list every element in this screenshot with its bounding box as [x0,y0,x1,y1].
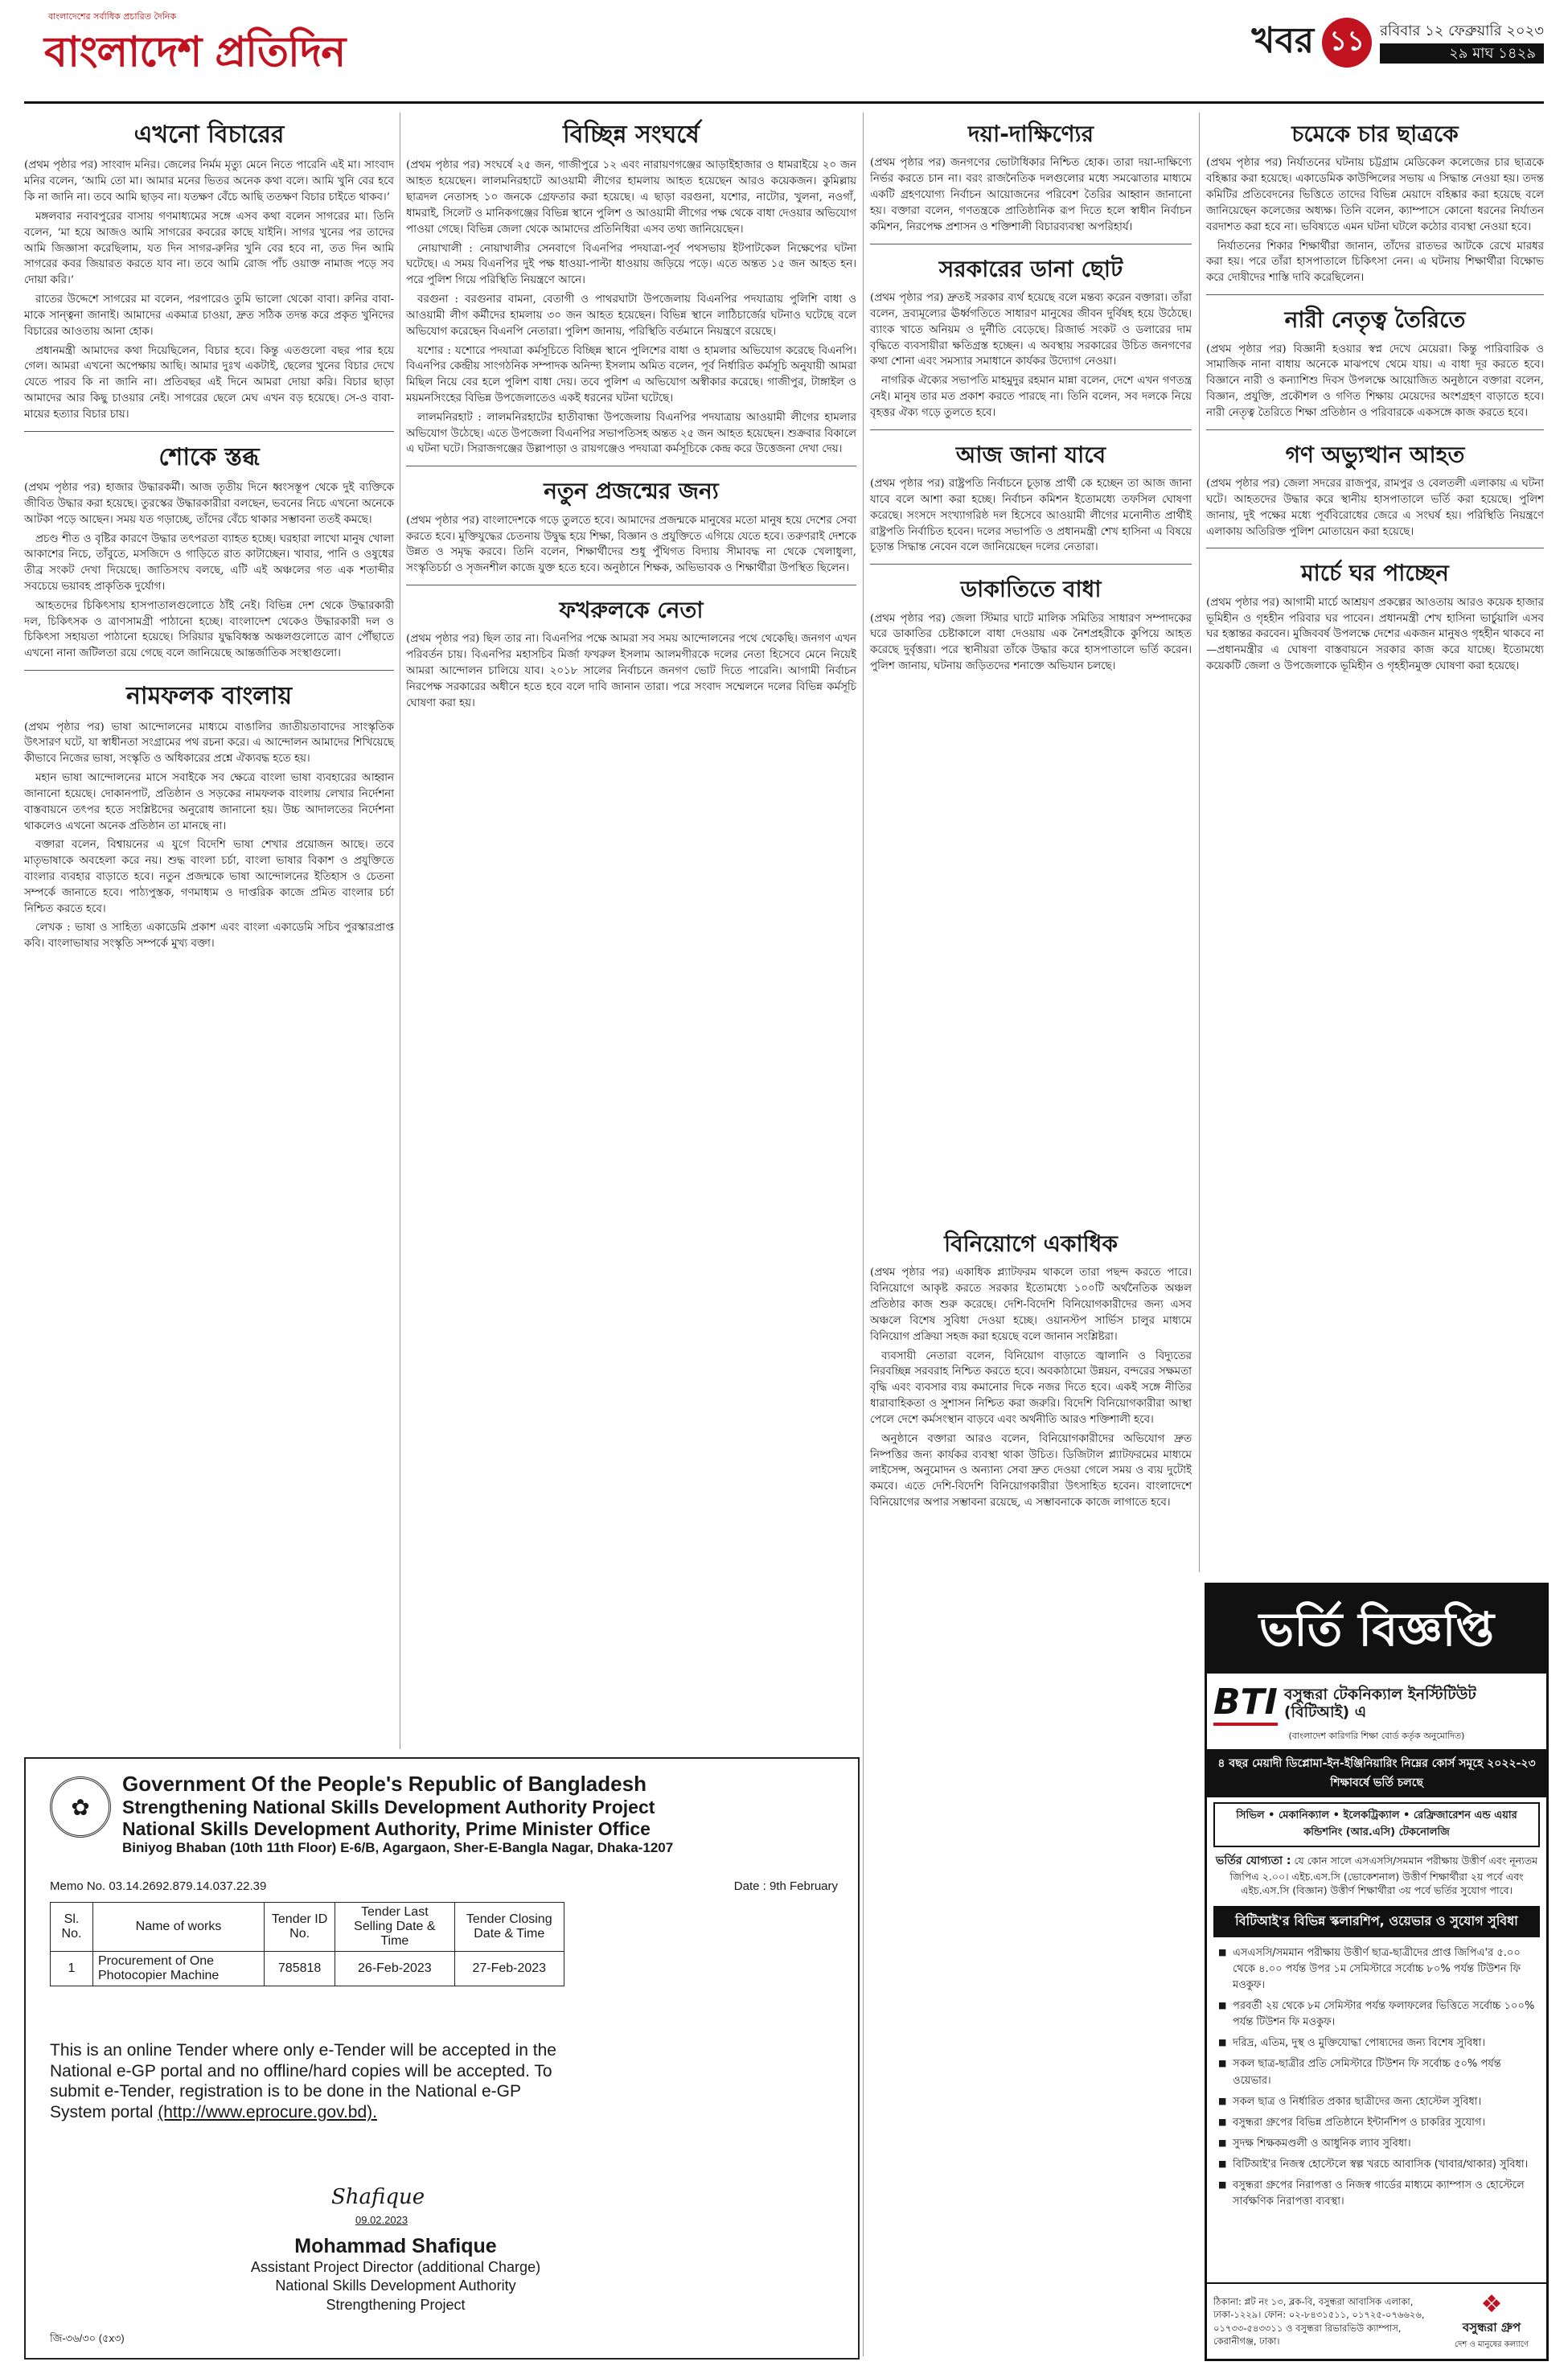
td-work: Procurement of One Photocopier Machine [93,1952,265,1986]
article-paragraph: বরগুনা : বরগুনার বামনা, বেতাগী ও পাথরঘাটা উপজেলায় বিএনপির পদযাত্রায় পুলিশি বাধা ও আওয়ামী লীগ কর্মীদের হামলায় ৩০ জন আহত হয়েছেন। বিভিন্ন স্থানে লাঠিচার্জের ঘটনাও ঘটেছে বলে অভিযোগ করেছেন বিএনপি নেতারা। পুলিশ জানায়, পরিস্থিতি বর্তমানে নিয়ন্ত্রণে রয়েছে। [406,294,856,338]
article-paragraph: (প্রথম পৃষ্ঠার পর) দ্রুতই সরকার ব্যর্থ হয়েছে বলে মন্তব্য করেন বক্তারা। তাঁরা বলেন, দ্রব্যমূল্যের ঊর্ধ্বগতিতে সাধারণ মানুষের জীবন দুর্বিষহ হয়ে উঠেছে। ব্যাংক খাতে অনিয়ম ও দুর্নীতি বেড়েছে। রিজার্ভ সংকট ও ডলারের দাম বৃদ্ধিতে ব্যবসায়ীরা ক্ষতিগ্রস্ত হচ্ছেন। এ অবস্থায় সরকারের উচিত জনগণের কথা শোনা এবং সমস্যার সমাধানে কার্যকর উদ্যোগ নেওয়া। [870,292,1192,368]
article-paragraph: প্রধানমন্ত্রী আমাদের কথা দিয়েছিলেন, বিচার হবে। কিন্তু এতগুলো বছর পার হয়ে গেল। আমরা এখনো অপেক্ষায় আছি। আমার দুঃখ একটাই, ছেলের খুনের বিচার দেখে যেতে পারব কি না জানি না। প্রতিবছর এই দিনে আমরা দোয়া করি। বিচার ছাড়া আমাদের আর কিছু চাওয়ার নেই। সাগরের ছেলে মেঘ এখন বড় হয়েছে। সে-ও বাবা-মায়ের হত্যার বিচার চায়। [24,344,394,421]
date-gregorian: রবিবার ১২ ফেব্রুয়ারি ২০২৩ [1380,22,1544,39]
headline-fakhrulke-neta[interactable]: ফখরুলকে নেতা [559,597,704,624]
headline-sorkarer-dana-chhoto[interactable]: সরকারের ডানা ছোট [938,255,1123,282]
masthead-tagline: বাংলাদেশের সর্বাধিক প্রচারিত দৈনিক [48,11,177,22]
headline-notun-projonmer[interactable]: নতুন প্রজন্মের জন্য [544,478,719,505]
article-paragraph: নাগরিক ঐক্যের সভাপতি মাহমুদুর রহমান মান্না বলেন, দেশে এখন গণতন্ত্র নেই। মানুষ তার মত প্রকাশ করতে পারছে না। তিনি বলেন, সব দলকে নিয়ে বৃহত্তর ঐক্য গড়ে তুলতে হবে। [870,375,1192,419]
group-name: বসুন্ধরা গ্রুপ [1462,2320,1521,2335]
article-paragraph: বক্তারা বলেন, বিশ্বায়নের এ যুগে বিদেশি ভাষা শেখার প্রয়োজন আছে। তবে মাতৃভাষাকে অবহেলা করে নয়। শুদ্ধ বাংলা চর্চা, বাংলা ভাষার বিকাশ ও প্রযুক্তিতে বাংলার ব্যবহার বাড়াতে হবে। নতুন প্রজন্মকে ভাষা আন্দোলনের ইতিহাস ও চেতনা সম্পর্কে জানাতে হবে। পাঠ্যপুস্তক, গণমাধ্যম ও দাপ্তরিক কাজে প্রমিত বাংলার চর্চা নিশ্চিত করতে হবে। [24,839,394,915]
signature: Shafique [331,2185,425,2209]
headline-bichhinno-songhorshe[interactable]: বিচ্ছিন্ন সংঘর্ষে [563,121,700,149]
institute-row [1207,1674,1546,1729]
table-row [51,1952,564,1986]
article-paragraph: (প্রথম পৃষ্ঠার পর) জনগণের ভোটাধিকার নিশ্চিত হোক। তারা দয়া-দাক্ষিণ্যে নির্ভর করতে চান না। বরং রাজনৈতিক দলগুলোর মধ্যে সমঝোতার মাধ্যমে একটি গ্রহণযোগ্য নির্বাচন আয়োজনের পরিবেশ তৈরির আহ্বান জানানো হয়। বক্তারা বলেন, গণতন্ত্রকে প্রাতিষ্ঠানিক রূপ দিতে হলে স্বাধীন নির্বাচন কমিশন, নিরপেক্ষ প্রশাসন ও শক্তিশালী বিচারব্যবস্থা অপরিহার্য। [870,157,1192,233]
section-name: খবর [1251,19,1315,61]
article-paragraph: নোয়াখালী : নোয়াখালীর সেনবাগে বিএনপির পদযাত্রা-পূর্ব পথসভায় ইটপাটকেল নিক্ষেপের ঘটনা ঘটেছে। এ সময় বিএনপির দুই পক্ষ ধাওয়া-পাল্টা ধাওয়ায় জড়িয়ে পড়ে। এতে অন্তত ১৫ জন আহত হন। পরে পুলিশ গিয়ে পরিস্থিতি নিয়ন্ত্রণে আনে। [406,242,856,287]
admission-title: ভর্তি বিজ্ঞপ্তি [1207,1585,1546,1674]
date-bengali: ২৯ মাঘ ১৪২৯ [1380,43,1544,64]
td-sl: 1 [51,1952,93,1986]
tender-notice-ad [24,1757,860,2360]
group-slogan: দেশ ও মানুষের কল্যাণে [1455,2340,1529,2349]
facilities-list [1207,1942,1546,2211]
th-selling: Tender Last Selling Date & Time [335,1903,454,1952]
list-item: ■ বসুন্ধরা গ্রুপের বিভিন্ন প্রতিষ্ঠানে ইন্টার্নশিপ ও চাকরির সুযোগ। [1218,2115,1535,2131]
list-item: ■ বিটিআই'র নিজস্ব হোস্টেলে স্বল্প খরচে আবাসিক (খাবার/থাকার) সুবিধা। [1218,2157,1535,2173]
course-tracks: সিভিল • মেকানিক্যাল • ইলেকট্রিক্যাল • রেফ্রিজারেশন এন্ড এয়ার কন্ডিশনিং (আর.এসি) টেকনোলজি [1213,1802,1540,1847]
th-closing: Tender Closing Date & Time [454,1903,564,1952]
bti-logo: BTI [1213,1682,1278,1726]
article-paragraph: প্রচণ্ড শীত ও বৃষ্টির কারণে উদ্ধার তৎপরতা ব্যাহত হচ্ছে। ঘরহারা লাখো মানুষ খোলা আকাশের নিচে, তাঁবুতে, মসজিদে ও গাড়িতে রাত কাটাচ্ছেন। খাবার, পানি ও ওষুধের তীব্র সংকট দেখা দিয়েছে। জাতিসংঘ বলছে, এটি এই অঞ্চলের গত এক শতাব্দীর সবচেয়ে ভয়াবহ প্রাকৃতিক দুর্যোগ। [24,532,394,593]
list-item: ■ বসুন্ধরা গ্রুপের নিরাপত্তা ও নিজস্ব গার্ডের মাধ্যমে ক্যাম্পাস ও হোস্টেলে সার্বক্ষণিক নিরাপত্তা ব্যবস্থা। [1218,2178,1535,2210]
column-rule [863,113,864,2356]
th-work: Name of works [93,1903,265,1952]
headline-chomeke-char-chhatroke[interactable]: চমেকে চার ছাত্রকে [1291,121,1459,147]
list-item: ■ সকল ছাত্র-ছাত্রীর প্রতি সেমিস্টারে টিউশন ফি সর্বোচ্চ ৫০% পর্যন্ত ওয়েভার। [1218,2056,1535,2089]
headline-namfolok-banglay[interactable]: নামফলক বাংলায় [125,682,292,711]
article-paragraph: অনুষ্ঠানে বক্তারা আরও বলেন, বিনিয়োগকারীদের অভিযোগ দ্রুত নিষ্পত্তির জন্য কার্যকর ব্যবস্থা থাকা উচিত। ডিজিটাল প্ল্যাটফরমের মাধ্যমে লাইসেন্স, অনুমোদন ও অন্যান্য সেবা দ্রুত দেওয়া গেলে সময় ও ব্যয় দুটোই কমবে। এতে দেশি-বিদেশি বিনিয়োগকারীরা উৎসাহিত হবেন। বাংলাদেশে বিনিয়োগের অপার সম্ভাবনা রয়েছে, এ সম্ভাবনাকে কাজে লাগাতে হবে। [870,1432,1192,1509]
masthead-right [1252,14,1544,71]
td-closing: 27-Feb-2023 [454,1952,564,1986]
signature-date: 09.02.2023 [355,2214,408,2226]
tender-address: Biniyog Bhaban (10th 11th Floor) E-6/B, Agargaon, Sher-E-Bangla Nagar, Dhaka-1207 [122,1840,674,1855]
article-paragraph: রাতের উদ্দেশে সাগরের মা বলেন, পরপারেও তুমি ভালো থেকো বাবা। রুনির বাবা-মাকে সান্ত্বনা জানাই। আমাদের একমাত্র চাওয়া, দ্রুত সঠিক তদন্ত করে প্রকৃত খুনিদের বিচারের আওতায় আনা হোক। [24,294,394,338]
course-announcement: ৪ বছর মেয়াদী ডিপ্লোমা-ইন-ইঞ্জিনিয়ারিং নিম্নের কোর্স সমূহে ২০২২-২৩ শিক্ষাবর্ষে ভর্তি চলছে [1207,1749,1546,1797]
headline-gon-obhyutthan[interactable]: গণ অভ্যুত্থান আহত [1285,441,1465,468]
headline-marche-ghor-pachhen[interactable]: মার্চে ঘর পাচ্ছেন [1301,560,1449,587]
headline-dakatite-badha[interactable]: ডাকাতিতে বাধা [960,576,1102,603]
page-number-badge: ১১ [1322,18,1372,68]
article-paragraph: (প্রথম পৃষ্ঠার পর) সাংবাদ মনির। জেলের নির্মম মৃত্যু মেনে নিতে পারেনি এই মা। সাংবাদ মনির বলেন, ‘আমি তো মা। আমার মনের ভিতর অনেক কথা বলে। আমি খুনি বের হবে কি না জানি না। তবে আমি ছাড়ব না। যতক্ষণ বেঁচে আছি ততক্ষণ বিচার চাইতে থাকব।’ [24,159,394,204]
article-biniyog [870,1222,1192,1514]
list-item: ■ সকল ছাত্র ও নির্ধারিত প্রকার ছাত্রীদের জন্য হোস্টেল সুবিধা। [1218,2094,1535,2110]
tender-authority: National Skills Development Authority, Prime Minister Office [122,1818,651,1839]
article-paragraph: (প্রথম পৃষ্ঠার পর) নির্যাতনের ঘটনায় চট্টগ্রাম মেডিকেল কলেজের চার ছাত্রকে বহিষ্কার করা হয়েছে। একাডেমিক কাউন্সিলের সভায় এ সিদ্ধান্ত নেওয়া হয়। তদন্ত কমিটির প্রতিবেদনের ভিত্তিতে তাদের বিভিন্ন মেয়াদে বহিষ্কার করা হয়েছে বলে জানিয়েছেন কলেজের অধ্যক্ষ। তিনি বলেন, ক্যাম্পাসে কোনো ধরনের নির্যাতন বরদাশত করা হবে না। ভবিষ্যতে এমন ঘটনা ঘটলে কঠোর ব্যবস্থা নেওয়া হবে। [1206,157,1544,233]
masthead-rule [24,101,1544,104]
signatory-office: National Skills Development Authority [275,2277,516,2294]
column-2 [406,113,856,715]
table-header-row [51,1903,564,1952]
article-paragraph: (প্রথম পৃষ্ঠার পর) রাষ্ট্রপতি নির্বাচনে চূড়ান্ত প্রার্থী কে হচ্ছেন তা আজ জানা যাবে বলে আশা করা হচ্ছে। নির্বাচন কমিশন ইতোমধ্যে তফসিল ঘোষণা করেছে। সংসদে সংখ্যাগরিষ্ঠ দল হিসেবে আওয়ামী লীগের মনোনীত প্রার্থীই রাষ্ট্রপতি নির্বাচিত হবেন। দলের সভাপতি ও প্রধানমন্ত্রী শেখ হাসিনা এ বিষয়ে চূড়ান্ত সিদ্ধান্ত নেবেন বলে জানিয়েছেন দলের নেতারা। [870,478,1192,554]
headline-doya-dakhinner[interactable]: দয়া-দাক্ষিণ্যের [967,121,1094,147]
article-paragraph: (প্রথম পৃষ্ঠার পর) জেলা সদরের রাজপুর, রামপুর ও বেলতলী এলাকায় এ ঘটনা ঘটে। আহতদের উদ্ধার করে স্থানীয় হাসপাতালে ভর্তি করা হয়েছে। পুলিশ জানায়, দুই পক্ষের মধ্যে পূর্ববিরোধের জেরে এ সংঘর্ষ হয়। পরিস্থিতি নিয়ন্ত্রণে এলাকায় অতিরিক্ত পুলিশ মোতায়েন করা হয়েছে। [1206,478,1544,538]
article-paragraph: মহান ভাষা আন্দোলনের মাসে সবাইকে সব ক্ষেত্রে বাংলা ভাষা ব্যবহারের আহ্বান জানানো হয়েছে। দোকানপাট, প্রতিষ্ঠান ও সড়কের নামফলক বাংলায় লেখার নির্দেশনা বাস্তবায়নে তৎপর হতে সংশ্লিষ্টদের অনুরোধ জানানো হয়। উচ্চ আদালতের নির্দেশনা থাকলেও এখনো অনেক প্রতিষ্ঠান তা মানছে না। [24,772,395,832]
facilities-heading: বিটিআই'র বিভিন্ন স্কলারশিপ, ওয়েভার ও সুযোগ সুবিধা [1213,1906,1540,1937]
article-divider [24,670,394,671]
tender-table [50,1902,564,1986]
masthead [24,0,1544,106]
tender-project-title: Strengthening National Skills Development Authority Project [122,1797,655,1817]
th-sl: Sl. No. [51,1903,93,1952]
article-divider [870,564,1192,565]
admission-footer [1207,2282,1546,2359]
tender-header [122,1772,846,1856]
tender-date: Date : 9th February [733,1879,838,1893]
headline-aaj-jana-jabe[interactable]: আজ জানা যাবে [955,441,1106,468]
headline-biniyoge-ekadhik[interactable]: বিনিয়োগে একাধিক [944,1230,1118,1257]
article-paragraph: (প্রথম পৃষ্ঠার পর) বাংলাদেশকে গড়ে তুলতে হবে। আমাদের প্রজন্মকে মানুষের মতো মানুষ হয়ে দেশের সেবা করতে হবে। মুক্তিযুদ্ধের চেতনায় উদ্বুদ্ধ হয়ে শিক্ষা, বিজ্ঞান ও প্রযুক্তিতে এগিয়ে যেতে হবে। তরুণরাই দেশকে উন্নত ও সমৃদ্ধ করবে। তিনি বলেন, শিক্ষার্থীদের শুধু পুঁথিগত বিদ্যায় সীমাবদ্ধ না থেকে খেলাধুলা, সংস্কৃতিচর্চা ও সৃজনশীল কাজে যুক্ত হতে হবে। অনুষ্ঠানে শিক্ষক, অভিভাবক ও শিক্ষার্থীরা উপস্থিত ছিলেন। [406,514,856,575]
article-paragraph: নির্যাতনের শিকার শিক্ষার্থীরা জানান, তাঁদের রাতভর আটকে রেখে মারধর করা হয়। পরে তাঁরা হাসপাতালে চিকিৎসা নেন। এ ঘটনায় শিক্ষার্থীরা বিক্ষোভ করে দোষীদের শাস্তি দাবি করেছিলেন। [1206,240,1544,285]
article-divider [1206,429,1544,430]
article-paragraph: ব্যবসায়ী নেতারা বলেন, বিনিয়োগ বাড়াতে জ্বালানি ও বিদ্যুতের নিরবচ্ছিন্ন সরবরাহ নিশ্চিত করতে হবে। অবকাঠামো উন্নয়ন, বন্দরের সক্ষমতা বৃদ্ধি এবং ব্যবসার ব্যয় কমানোর দিকে নজর দিতে হবে। একই সঙ্গে নীতির ধারাবাহিকতা ও সুশাসন নিশ্চিত করা জরুরি। বিদেশি বিনিয়োগকারীরা আস্থা পেলে দেশে কর্মসংস্থান বাড়বে এবং অর্থনীতি আরও শক্তিশালী হবে। [870,1349,1192,1426]
list-item: ■ দরিদ্র, এতিম, দুস্থ ও মুক্তিযোদ্ধা পোষ্যদের জন্য বিশেষ সুবিধা। [1218,2035,1535,2052]
article-paragraph: লেখক : ভাষা ও সাহিত্য একাডেমি প্রকাশ এবং বাংলা একাডেমি সচিব পুরস্কারপ্রাপ্ত কবি। বাংলাভাষার সংস্কৃতি সম্পর্কে মুখ্য বক্তা। [24,922,394,951]
article-paragraph: (প্রথম পৃষ্ঠার পর) বিজ্ঞানী হওয়ার স্বপ্ন দেখে মেয়েরা। কিন্তু পারিবারিক ও সামাজিক নানা বাধায় অনেকে মাঝপথে থেমে যায়। এ বাধা দূর করতে হবে। বিজ্ঞানে নারী ও কন্যাশিশু দিবস উপলক্ষে আয়োজিত অনুষ্ঠানে বক্তারা বলেন, বিজ্ঞান, প্রযুক্তি, প্রকৌশল ও গণিত শিক্ষায় মেয়েদের অংশগ্রহণ বাড়াতে হবে। নারী নেতৃত্ব তৈরিতে শিক্ষা প্রতিষ্ঠান ও পরিবারকে একসঙ্গে কাজ করতে হবে। [1206,343,1544,419]
column-1 [24,113,394,955]
tender-memo-line [50,1879,838,1893]
th-tender-id: Tender ID No. [265,1903,335,1952]
article-divider [870,429,1192,430]
list-item: ■ সুদক্ষ শিক্ষকমণ্ডলী ও আধুনিক ল্যাব সুবিধা। [1218,2136,1535,2152]
eligibility-label: ভর্তির যোগ্যতা : [1215,1854,1291,1867]
eligibility-text: যে কোন সালে এসএসসি/সমমান পরীক্ষায় উত্তীর্ণ এবং নূন্যতম জিপিএ ২.০০। এইচ.এস.সি (ভোকেশনাল) উত্তীর্ণ শিক্ষার্থীরা ২য় পর্বে এবং এইচ.এস.সি (বিজ্ঞান) উত্তীর্ণ শিক্ষার্থীরা ৩য় পর্বে ভর্তির সুযোগ পাবে। [1229,1854,1538,1897]
signatory-project: Strengthening Project [326,2296,466,2313]
eligibility [1207,1850,1546,1901]
article-divider [1206,294,1544,295]
ad-code: জি-৩৬/৩০ (৫x৩) [50,2332,125,2344]
td-tender-id: 785818 [265,1952,335,1986]
institute-name: বসুন্ধরা টেকনিক্যাল ইনস্টিটিউট (বিটিআই) এ [1283,1685,1476,1721]
tender-memo-no: Memo No. 03.14.2692.879.14.037.22.39 [50,1879,267,1893]
article-divider [24,431,394,432]
newspaper-logo[interactable]: বাংলাদেশ প্রতিদিন [44,28,346,76]
article-paragraph: (প্রথম পৃষ্ঠার পর) ছিল তার না। বিএনপির পক্ষে আমরা সব সময় আন্দোলনের পথে থেকেছি। জনগণ এখন পরিবর্তন চায়। বিএনপির মহাসচিব মির্জা ফখরুল ইসলাম আলমগীরকে দলের নেতা হিসেবে মেনে নিয়েই আমরা আন্দোলন চালিয়ে যাব। ২০১৮ সালের নির্বাচনে জনগণ ভোট দিতে পারেনি। আগামী নির্বাচন নিরপেক্ষ সরকারের অধীনে হতে হবে বলে দাবি জানান তারা। পরে সংবাদ সম্মেলনে দলের বিভিন্ন কর্মসূচি ঘোষণা করা হয়। [406,633,856,709]
article-paragraph: লালমনিরহাট : লালমনিরহাটের হাতীবান্ধা উপজেলায় বিএনপির পদযাত্রায় আওয়ামী লীগের হামলার অভিযোগ উঠেছে। এতে উপজেলা বিএনপির সভাপতিসহ অন্তত ২৫ জন আহত হয়েছেন। শুক্রবার বিকালে এ ঘটনা ঘটে। সিরাজগঞ্জের উল্লাপাড়া ও রায়গঞ্জেও পদযাত্রা কর্মসূচিকে কেন্দ্র করে উত্তেজনা দেখা দেয়। [406,411,856,456]
column-4 [1206,113,1544,678]
article-paragraph: (প্রথম পৃষ্ঠার পর) সংঘর্ষে ২৫ জন, গাজীপুরে ১২ এবং নারায়ণগঞ্জের আড়াইহাজার ও ধামরাইয়ে ২০ জন আহত হয়েছেন। লালমনিরহাটে আওয়ামী লীগের হামলায় আহত হয়েছেন আরও কয়েকজন। কুমিল্লায় ছাত্রদল নেতাসহ ১০ জনকে গ্রেফতার করা হয়েছে। এ ছাড়া বরগুনা, যশোর, নাটোর, খুলনা, নওগাঁ, ধামরাই, সিলেট ও মানিকগঞ্জের বিভিন্ন স্থানে পুলিশ ও আওয়ামী লীগের পক্ষ থেকে বাধা দেওয়ার অভিযোগ পাওয়া গেছে। বিভিন্ন জেলা থেকে আমাদের প্রতিনিধিরা এসব তথ্য জানিয়েছেন। [406,159,856,236]
institute-approval: (বাংলাদেশ কারিগরি শিক্ষা বোর্ড কর্তৃক অনুমোদিত) [1288,1731,1465,1741]
tender-note: This is an online Tender where only e-Tender will be accepted in the National e-GP portal and no offline/hard copies will be accepted. To submit e-Tender, registration is to be done in the National e-GP System portal (http://www.eprocure.gov.bd). [50,2041,556,2121]
signatory-block [187,2235,605,2314]
article-paragraph: (প্রথম পৃষ্ঠার পর) একাধিক প্ল্যাটফরম থাকলে তারা পছন্দ করতে পারে। বিনিয়োগে আকৃষ্ট করতে সরকার ইতোমধ্যে ১০০টি অর্থনৈতিক অঞ্চল প্রতিষ্ঠার কাজ শুরু করেছে। দেশি-বিদেশি বিনিয়োগকারীদের জন্য এসব অঞ্চলে বিশেষ সুবিধা দেওয়া হচ্ছে। ওয়ানস্টপ সার্ভিস চালুর মাধ্যমে বিনিয়োগ প্রক্রিয়া সহজ করা হয়েছে বলে জানান সংশ্লিষ্টরা। [870,1267,1192,1343]
column-3 [870,113,1192,678]
headline-nari-netritto[interactable]: নারী নেতৃত্ব তৈরিতে [1284,306,1466,334]
group-brand [1443,2290,1540,2352]
masthead-date [1380,22,1544,64]
contact-info: ঠিকানা: প্লট নং ১৩, ব্লক-বি, বসুন্ধরা আবাসিক এলাকা, ঢাকা-১২২৯। ফোন: ০২-৮৪৩১৫১১, ০১৭২৫-০৭৬৬২৬, ০১৭৩৩-৫৪৩৩১১ ও বসুন্ধরা রিভারভিউ ক্যাম্পাস, কেরানীগঞ্জ, ঢাকা। [1213,2296,1425,2347]
government-emblem-icon: ✿ [50,1776,111,1838]
td-selling: 26-Feb-2023 [335,1952,454,1986]
article-paragraph: (প্রথম পৃষ্ঠার পর) ভাষা আন্দোলনের মাধ্যমে বাঙালির জাতীয়তাবাদের সাংস্কৃতিক উৎসারণ ঘটে, যা স্বাধীনতা সংগ্রামের পথ রচনা করে। এ আন্দোলন আমাদের শিখিয়েছে কীভাবে নিজের ভাষা, সংস্কৃতি ও অধিকারের প্রশ্নে ঐক্যবদ্ধ হতে হয়। [24,721,394,766]
article-paragraph: আহতদের চিকিৎসায় হাসপাতালগুলোতে ঠাঁই নেই। বিভিন্ন দেশ থেকে উদ্ধারকারী দল, চিকিৎসক ও ত্রাণসামগ্রী পাঠানো হচ্ছে। বাংলাদেশ থেকেও উদ্ধারকারী দল ও চিকিৎসা সহায়তা পাঠানো হয়েছে। সিরিয়ার যুদ্ধবিধ্বস্ত অঞ্চলগুলোতে ত্রাণ পৌঁছাতে এখনো নানা জটিলতা রয়ে গেছে বলে জানিয়েছে আন্তর্জাতিক সংস্থাগুলো। [24,599,394,660]
headline-ekhono-bicharer[interactable]: এখনো বিচারের [133,121,285,149]
egp-portal-link[interactable]: (http://www.eprocure.gov.bd). [158,2102,377,2121]
signatory-designation: Assistant Project Director (additional Charge) [250,2259,541,2275]
article-paragraph: (প্রথম পৃষ্ঠার পর) জেলা স্টিমার ঘাটে মালিক সমিতির সাধারণ সম্পাদকের ঘরে ডাকাতির চেষ্টাকালে বাধা দেওয়ায় এক নৈশপ্রহরীকে কুপিয়ে আহত করেছে দুর্বৃত্তরা। পরে স্থানীয়রা তাঁকে উদ্ধার করে হাসপাতালে ভর্তি করেন। পুলিশ জানায়, ঘটনায় জড়িতদের শনাক্তে অভিযান চলছে। [870,612,1192,673]
article-paragraph: (প্রথম পৃষ্ঠার পর) আগামী মার্চে আশ্রয়ণ প্রকল্পের আওতায় আরও কয়েক হাজার ভূমিহীন ও গৃহহীন পরিবার ঘর পাবেন। প্রধানমন্ত্রী শেখ হাসিনা ভার্চুয়ালি এসব ঘর হস্তান্তর করবেন। মুজিববর্ষ উপলক্ষে দেশের একজন মানুষও গৃহহীন থাকবে না—প্রধানমন্ত্রীর এ ঘোষণা বাস্তবায়নে সরকার কাজ করে যাচ্ছে। ইতোমধ্যে কয়েকটি জেলা ও উপজেলাকে ভূমিহীন ও গৃহহীনমুক্ত ঘোষণা করা হয়েছে। [1206,596,1544,673]
column-rule [1199,113,1200,1572]
headline-shoke-stobdho[interactable]: শোকে স্তব্ধ [158,442,260,471]
list-item: ■ এসএসসি/সমমান পরীক্ষায় উত্তীর্ণ ছাত্র-ছাত্রীদের প্রাপ্ত জিপিএ'র ৫.০০ থেকে ৪.০০ পর্যন্ত উপর ১ম সেমিস্টারে সর্বোচ্চ ৮০% পর্যন্ত টিউশন ফি মওকুফ। [1218,1945,1535,1994]
tender-gov-title: Government Of the People's Republic of Bangladesh [122,1772,646,1796]
article-paragraph: মঙ্গলবার নবাবপুরের বাসায় গণমাধ্যমের সঙ্গে এসব কথা বলেন সাগরের মা। তিনি বলেন, ‘মা হয়ে আজও আমি সাগরের কবরের কাছে যাইনি। সাগর খুনের পর তাদের আমি জিজ্ঞাসা করেছিলাম, যত দিন সাগর-রুনির খুনি বের হবে না, তত দিন আমি সাগরের কবর জিয়ারত করতে যাব না। তবে আমি রোজ পাঁচ ওয়াক্ত নামাজ পড়ে সব দোয়া করি।’ [24,210,394,287]
article-paragraph: যশোর : যশোরে পদযাত্রা কর্মসূচিতে বিচ্ছিন্ন স্থানে পুলিশের বাধা ও হামলার অভিযোগ করেছে বিএনপি। বিএনপির কেন্দ্রীয় সাংগঠনিক সম্পাদক অনিন্দ্য ইসলাম অমিত বলেন, পূর্ব নির্ধারিত কর্মসূচি অনুযায়ী আমরা মিছিল নিয়ে বের হলে পুলিশ বাধা দেয়। তবে পুলিশ এ অভিযোগ অস্বীকার করেছে। গাজীপুর, টাঙ্গাইল ও ময়মনসিংহের বিভিন্ন উপজেলাতেও একই ধরনের ঘটনা ঘটেছে। [406,344,856,405]
signatory-name: Mohammad Shafique [294,2235,497,2257]
list-item: ■ পরবর্তী ২য় থেকে ৮ম সেমিস্টার পর্যন্ত ফলাফলের ভিত্তিতে সর্বোচ্চ ১০০% পর্যন্ত টিউশন ফি মওকুফ। [1218,1998,1535,2031]
bashundhara-logo-icon: ❖ [1480,2290,1503,2319]
admission-notice-ad [1205,1583,1549,2361]
article-paragraph: (প্রথম পৃষ্ঠার পর) হাজার উদ্ধারকর্মী। আজ তৃতীয় দিনে ধ্বংসস্তূপ থেকে দুই ব্যক্তিকে জীবিত উদ্ধার করা হয়েছে। তুরস্কের উদ্ধারকারীরা বলছেন, ভবনের নিচে এখনো অনেকে আটকা পড়ে আছেন। সময় যত গড়াচ্ছে, তাঁদের বেঁচে থাকার সম্ভাবনা ততই কমছে। [24,482,394,526]
